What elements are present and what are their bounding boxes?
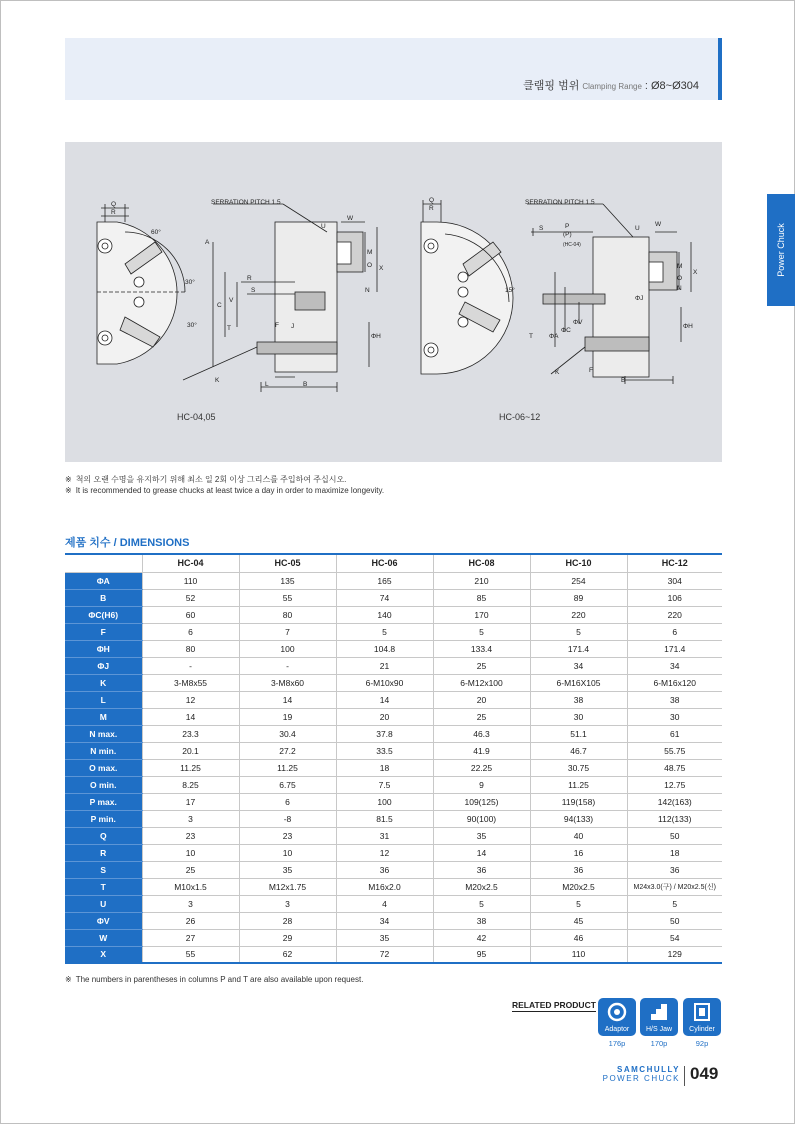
note-mark: ※ <box>65 975 72 984</box>
related-adaptor-name: Adaptor <box>604 1026 630 1033</box>
table-row <box>65 725 722 742</box>
table-cell: M16x2.0 <box>336 878 433 895</box>
table-cell: 7.5 <box>336 776 433 793</box>
table-cell: 210 <box>433 572 530 589</box>
table-cell: 55 <box>239 589 336 606</box>
table-cell: 30 <box>627 708 722 725</box>
table-row <box>65 572 722 589</box>
table-row-label: ΦH <box>65 640 142 657</box>
table-row-label: P max. <box>65 793 142 810</box>
table-cell: 5 <box>433 895 530 912</box>
table-cell: 3 <box>142 810 239 827</box>
dim-label-x-left: X <box>379 265 384 272</box>
dim-label-j-right: ΦJ <box>635 295 644 302</box>
table-cell: 17 <box>142 793 239 810</box>
dim-label-b-left: B <box>303 381 308 388</box>
related-adaptor-page: 176p <box>608 1039 626 1048</box>
table-row <box>65 708 722 725</box>
table-cell: 6 <box>142 623 239 640</box>
table-cell: 11.25 <box>142 759 239 776</box>
table-row-label: ΦJ <box>65 657 142 674</box>
table-cell: 81.5 <box>336 810 433 827</box>
table-cell: 104.8 <box>336 640 433 657</box>
table-row <box>65 623 722 640</box>
table-cell: 21 <box>336 657 433 674</box>
section-title-dimensions: 제품 치수 / DIMENSIONS <box>65 537 190 549</box>
table-row <box>65 691 722 708</box>
dim-label-f-right: F <box>589 367 593 374</box>
table-cell: 140 <box>336 606 433 623</box>
table-row <box>65 589 722 606</box>
dim-label-n-right: N <box>677 285 682 292</box>
table-cell: 22.25 <box>433 759 530 776</box>
table-cell: 5 <box>530 623 627 640</box>
table-cell: 112(133) <box>627 810 722 827</box>
dim-label-w-right: W <box>655 221 662 228</box>
table-row <box>65 895 722 912</box>
jaw-icon <box>649 1002 669 1022</box>
dim-label-c-right: ΦC <box>561 327 571 334</box>
table-cell: 25 <box>142 861 239 878</box>
table-cell: 220 <box>627 606 722 623</box>
table-cell: 14 <box>142 708 239 725</box>
table-cell: 129 <box>627 946 722 963</box>
dim-label-r2-left: R <box>247 275 252 282</box>
table-cell: 50 <box>627 827 722 844</box>
table-cell: 55.75 <box>627 742 722 759</box>
dim-label-m-left: M <box>367 249 373 256</box>
table-cell: 14 <box>239 691 336 708</box>
table-cell: 62 <box>239 946 336 963</box>
table-cell: 34 <box>530 657 627 674</box>
table-cell: 10 <box>239 844 336 861</box>
table-row-label: M <box>65 708 142 725</box>
table-cell: -8 <box>239 810 336 827</box>
dim-label-m-right: M <box>677 263 683 270</box>
table-header-cell: HC-12 <box>627 554 722 572</box>
side-tab-power-chuck[interactable] <box>767 194 795 306</box>
table-cell: 5 <box>336 623 433 640</box>
table-cell: 170 <box>433 606 530 623</box>
table-cell: 52 <box>142 589 239 606</box>
side-tab-label: Power Chuck <box>776 223 786 277</box>
table-cell: 26 <box>142 912 239 929</box>
grease-note-ko <box>65 474 346 485</box>
related-jaw-button[interactable] <box>640 998 678 1036</box>
table-cell: M10x1.5 <box>142 878 239 895</box>
table-cell: 23 <box>142 827 239 844</box>
table-row-label: K <box>65 674 142 691</box>
table-cell: 29 <box>239 929 336 946</box>
table-cell: 36 <box>336 861 433 878</box>
dim-label-x-right: X <box>693 269 698 276</box>
related-product-label: RELATED PRODUCT <box>512 1000 596 1010</box>
table-cell: 27.2 <box>239 742 336 759</box>
table-cell: 6-M16x120 <box>627 674 722 691</box>
table-cell: 61 <box>627 725 722 742</box>
model-label-left: HC-04,05 <box>177 412 216 422</box>
related-adaptor-button[interactable] <box>598 998 636 1036</box>
drawing-svg <box>65 142 722 462</box>
dim-label-u-left: U <box>321 223 326 230</box>
table-cell: 6 <box>239 793 336 810</box>
dim-label-r-left: R <box>111 209 116 216</box>
table-cell: 12 <box>336 844 433 861</box>
table-row <box>65 759 722 776</box>
table-row <box>65 776 722 793</box>
table-cell: 171.4 <box>627 640 722 657</box>
table-cell: M20x2.5 <box>433 878 530 895</box>
dim-label-s-left: S <box>251 287 256 294</box>
table-cell: 23.3 <box>142 725 239 742</box>
note-mark: ※ <box>65 475 72 484</box>
dim-label-h-left: ΦH <box>371 333 381 340</box>
brand-line1: SAMCHULLY <box>617 1065 680 1074</box>
table-row <box>65 878 722 895</box>
table-cell: 11.25 <box>530 776 627 793</box>
table-cell: 6-M10x90 <box>336 674 433 691</box>
dim-label-a-left: A <box>205 239 210 246</box>
clamping-range-ko: 클램핑 범위 <box>523 80 580 92</box>
table-row-label: N min. <box>65 742 142 759</box>
table-cell: 6.75 <box>239 776 336 793</box>
table-cell: 19 <box>239 708 336 725</box>
table-cell: 34 <box>336 912 433 929</box>
table-cell: 38 <box>530 691 627 708</box>
table-row <box>65 742 722 759</box>
table-cell: 20 <box>433 691 530 708</box>
table-row <box>65 674 722 691</box>
dim-label-t-right: T <box>529 333 533 340</box>
table-cell: 5 <box>433 623 530 640</box>
table-header-cell: HC-10 <box>530 554 627 572</box>
table-cell: 142(163) <box>627 793 722 810</box>
related-jaw-name: H/S Jaw <box>645 1026 673 1033</box>
page-number: 049 <box>690 1064 719 1083</box>
dim-label-n-left: N <box>365 287 370 294</box>
table-cell: 119(158) <box>530 793 627 810</box>
table-cell: 50 <box>627 912 722 929</box>
table-cell: 14 <box>433 844 530 861</box>
dim-label-o-right: O <box>677 275 683 282</box>
table-row-label: N max. <box>65 725 142 742</box>
dim-label-k-left: K <box>215 377 220 384</box>
table-cell: 55 <box>142 946 239 963</box>
table-cell: 110 <box>530 946 627 963</box>
table-cell: 36 <box>433 861 530 878</box>
table-cell: 7 <box>239 623 336 640</box>
table-cell: 5 <box>627 895 722 912</box>
table-cell: 46 <box>530 929 627 946</box>
dim-label-a-right: ΦA <box>549 333 559 340</box>
angle-30b: 30° <box>187 322 197 329</box>
table-cell: 3 <box>239 895 336 912</box>
table-cell: 72 <box>336 946 433 963</box>
table-cell: M12x1.75 <box>239 878 336 895</box>
table-cell: 89 <box>530 589 627 606</box>
angle-30a: 30° <box>185 279 195 286</box>
table-row <box>65 861 722 878</box>
brand-line2: POWER CHUCK <box>602 1074 680 1083</box>
table-row-label: ΦA <box>65 572 142 589</box>
dim-label-r-right: R <box>429 205 434 212</box>
dim-label-b-right: B <box>621 377 626 384</box>
dim-label-v-right: ΦV <box>573 319 583 326</box>
table-row-label: T <box>65 878 142 895</box>
table-header-cell: HC-05 <box>239 554 336 572</box>
dim-label-v-left: V <box>229 297 234 304</box>
table-header-cell: HC-08 <box>433 554 530 572</box>
callout-right: SERRATION PITCH 1.5 <box>525 199 595 206</box>
clamping-range-value: Ø8~Ø304 <box>650 80 699 92</box>
table-cell: 42 <box>433 929 530 946</box>
table-header-row <box>65 554 722 572</box>
clamping-range-en: Clamping Range <box>582 82 642 91</box>
parentheses-note <box>65 975 363 984</box>
table-cell: 6-M12x100 <box>433 674 530 691</box>
table-cell: 33.5 <box>336 742 433 759</box>
dimensions-table <box>65 553 722 964</box>
table-cell: 94(133) <box>530 810 627 827</box>
table-row-label: B <box>65 589 142 606</box>
callout-left: SERRATION PITCH 1.5 <box>211 199 281 206</box>
dim-label-f-left: F <box>275 322 279 329</box>
table-body <box>65 572 722 963</box>
table-cell: 220 <box>530 606 627 623</box>
table-header-cell: HC-04 <box>142 554 239 572</box>
table-row <box>65 912 722 929</box>
table-row-label: ΦV <box>65 912 142 929</box>
table-cell: 11.25 <box>239 759 336 776</box>
table-cell: 95 <box>433 946 530 963</box>
table-cell: 135 <box>239 572 336 589</box>
table-row <box>65 657 722 674</box>
table-cell: M20x2.5 <box>530 878 627 895</box>
table-cell: 34 <box>627 657 722 674</box>
table-cell: 40 <box>530 827 627 844</box>
table-row <box>65 946 722 963</box>
table-cell: 35 <box>433 827 530 844</box>
grease-note-ko-text: 척의 오랜 수명을 유지하기 위해 최소 일 2회 이상 그리스를 주입하여 주십시오. <box>75 475 347 484</box>
table-cell: 12.75 <box>627 776 722 793</box>
table-cell: 9 <box>433 776 530 793</box>
table-cell: 254 <box>530 572 627 589</box>
table-cell: 35 <box>239 861 336 878</box>
dim-label-s-right: S <box>539 225 544 232</box>
dim-label-o-left: O <box>367 262 373 269</box>
table-cell: 14 <box>336 691 433 708</box>
table-cell: 20 <box>336 708 433 725</box>
dim-label-k-right: K <box>555 369 560 376</box>
table-cell: 80 <box>142 640 239 657</box>
table-cell: 3-M8x60 <box>239 674 336 691</box>
table-row-label: Q <box>65 827 142 844</box>
clamping-range <box>523 77 699 93</box>
dim-label-w-left: W <box>347 215 354 222</box>
table-row <box>65 810 722 827</box>
table-row-label: R <box>65 844 142 861</box>
table-cell: 30 <box>530 708 627 725</box>
table-cell: 3 <box>142 895 239 912</box>
table-cell: 38 <box>433 912 530 929</box>
table-cell: 171.4 <box>530 640 627 657</box>
table-cell: 48.75 <box>627 759 722 776</box>
table-cell: 90(100) <box>433 810 530 827</box>
grease-note-en <box>65 486 384 495</box>
table-cell: 8.25 <box>142 776 239 793</box>
table-cell: 37.8 <box>336 725 433 742</box>
table-cell: 46.7 <box>530 742 627 759</box>
table-cell: 36 <box>530 861 627 878</box>
table-row <box>65 640 722 657</box>
dim-label-h-right: ΦH <box>683 323 693 330</box>
adaptor-icon <box>607 1002 627 1022</box>
note-mark: ※ <box>65 486 72 495</box>
table-cell: 30.4 <box>239 725 336 742</box>
table-cell: 18 <box>336 759 433 776</box>
dim-label-q-left: Q <box>111 201 117 208</box>
table-cell: 74 <box>336 589 433 606</box>
table-cell: 30.75 <box>530 759 627 776</box>
table-cell: 27 <box>142 929 239 946</box>
table-row <box>65 793 722 810</box>
table-row-label: O min. <box>65 776 142 793</box>
dim-label-t-left: T <box>227 325 231 332</box>
table-cell: 133.4 <box>433 640 530 657</box>
table-cell: 51.1 <box>530 725 627 742</box>
table-cell: 12 <box>142 691 239 708</box>
table-row-label: U <box>65 895 142 912</box>
table-cell: 60 <box>142 606 239 623</box>
table-cell: 80 <box>239 606 336 623</box>
header-accent-bar <box>718 38 722 100</box>
table-row <box>65 929 722 946</box>
table-cell: M24x3.0(구) / M20x2.5(신) <box>627 878 722 895</box>
related-jaw-page: 170p <box>650 1039 668 1048</box>
table-cell: 106 <box>627 589 722 606</box>
hc04-note: (HC-04) <box>563 242 581 248</box>
table-row-label: L <box>65 691 142 708</box>
table-cell: 35 <box>336 929 433 946</box>
technical-drawing <box>65 142 722 462</box>
table-header-corner <box>65 554 142 572</box>
table-header-cell: HC-06 <box>336 554 433 572</box>
table-cell: 4 <box>336 895 433 912</box>
table-cell: 28 <box>239 912 336 929</box>
angle-60: 60° <box>151 229 161 236</box>
table-cell: 109(125) <box>433 793 530 810</box>
table-cell: 41.9 <box>433 742 530 759</box>
table-cell: 23 <box>239 827 336 844</box>
cylinder-icon <box>692 1002 712 1022</box>
table-cell: 304 <box>627 572 722 589</box>
table-cell: 10 <box>142 844 239 861</box>
model-label-right: HC-06~12 <box>499 412 541 422</box>
table-cell: 100 <box>239 640 336 657</box>
clamping-range-sep: : <box>644 80 648 92</box>
table-cell: 3-M8x55 <box>142 674 239 691</box>
dim-label-q-right: Q <box>429 197 435 204</box>
related-cylinder-button[interactable] <box>683 998 721 1036</box>
table-cell: 85 <box>433 589 530 606</box>
table-row <box>65 844 722 861</box>
table-cell: 46.3 <box>433 725 530 742</box>
table-cell: - <box>142 657 239 674</box>
footer-separator <box>684 1066 685 1086</box>
table-cell: 6 <box>627 623 722 640</box>
table-cell: 25 <box>433 657 530 674</box>
dim-label-c-left: C <box>217 302 222 309</box>
parentheses-note-text: The numbers in parentheses in columns P and T are also available upon request. <box>75 975 364 984</box>
table-row <box>65 606 722 623</box>
table-cell: 36 <box>627 861 722 878</box>
table-row-label: F <box>65 623 142 640</box>
brand-logo <box>588 1065 680 1083</box>
table-cell: 165 <box>336 572 433 589</box>
table-row-label: X <box>65 946 142 963</box>
table-cell: 5 <box>530 895 627 912</box>
table-cell: 110 <box>142 572 239 589</box>
table-row <box>65 827 722 844</box>
angle-15: 15° <box>505 287 515 294</box>
related-cylinder-name: Cylinder <box>689 1026 715 1033</box>
dim-label-p2-right: (P) <box>563 231 572 238</box>
table-cell: 16 <box>530 844 627 861</box>
table-cell: 31 <box>336 827 433 844</box>
dim-label-u-right: U <box>635 225 640 232</box>
table-row-label: O max. <box>65 759 142 776</box>
table-cell: 20.1 <box>142 742 239 759</box>
table-row-label: ΦC(H6) <box>65 606 142 623</box>
dim-label-p-right: P <box>565 223 570 230</box>
table-row-label: S <box>65 861 142 878</box>
table-cell: 54 <box>627 929 722 946</box>
dim-label-j-left: J <box>291 323 295 330</box>
table-row-label: P min. <box>65 810 142 827</box>
table-cell: 100 <box>336 793 433 810</box>
table-row-label: W <box>65 929 142 946</box>
grease-note-en-text: It is recommended to grease chucks at least twice a day in order to maximize longevity. <box>75 486 385 495</box>
table-cell: 45 <box>530 912 627 929</box>
table-cell: 18 <box>627 844 722 861</box>
table-cell: 6-M16X105 <box>530 674 627 691</box>
related-cylinder-page: 92p <box>695 1039 709 1048</box>
table-cell: 25 <box>433 708 530 725</box>
table-cell: 38 <box>627 691 722 708</box>
dim-label-l-left: L <box>265 381 269 388</box>
table-cell: - <box>239 657 336 674</box>
